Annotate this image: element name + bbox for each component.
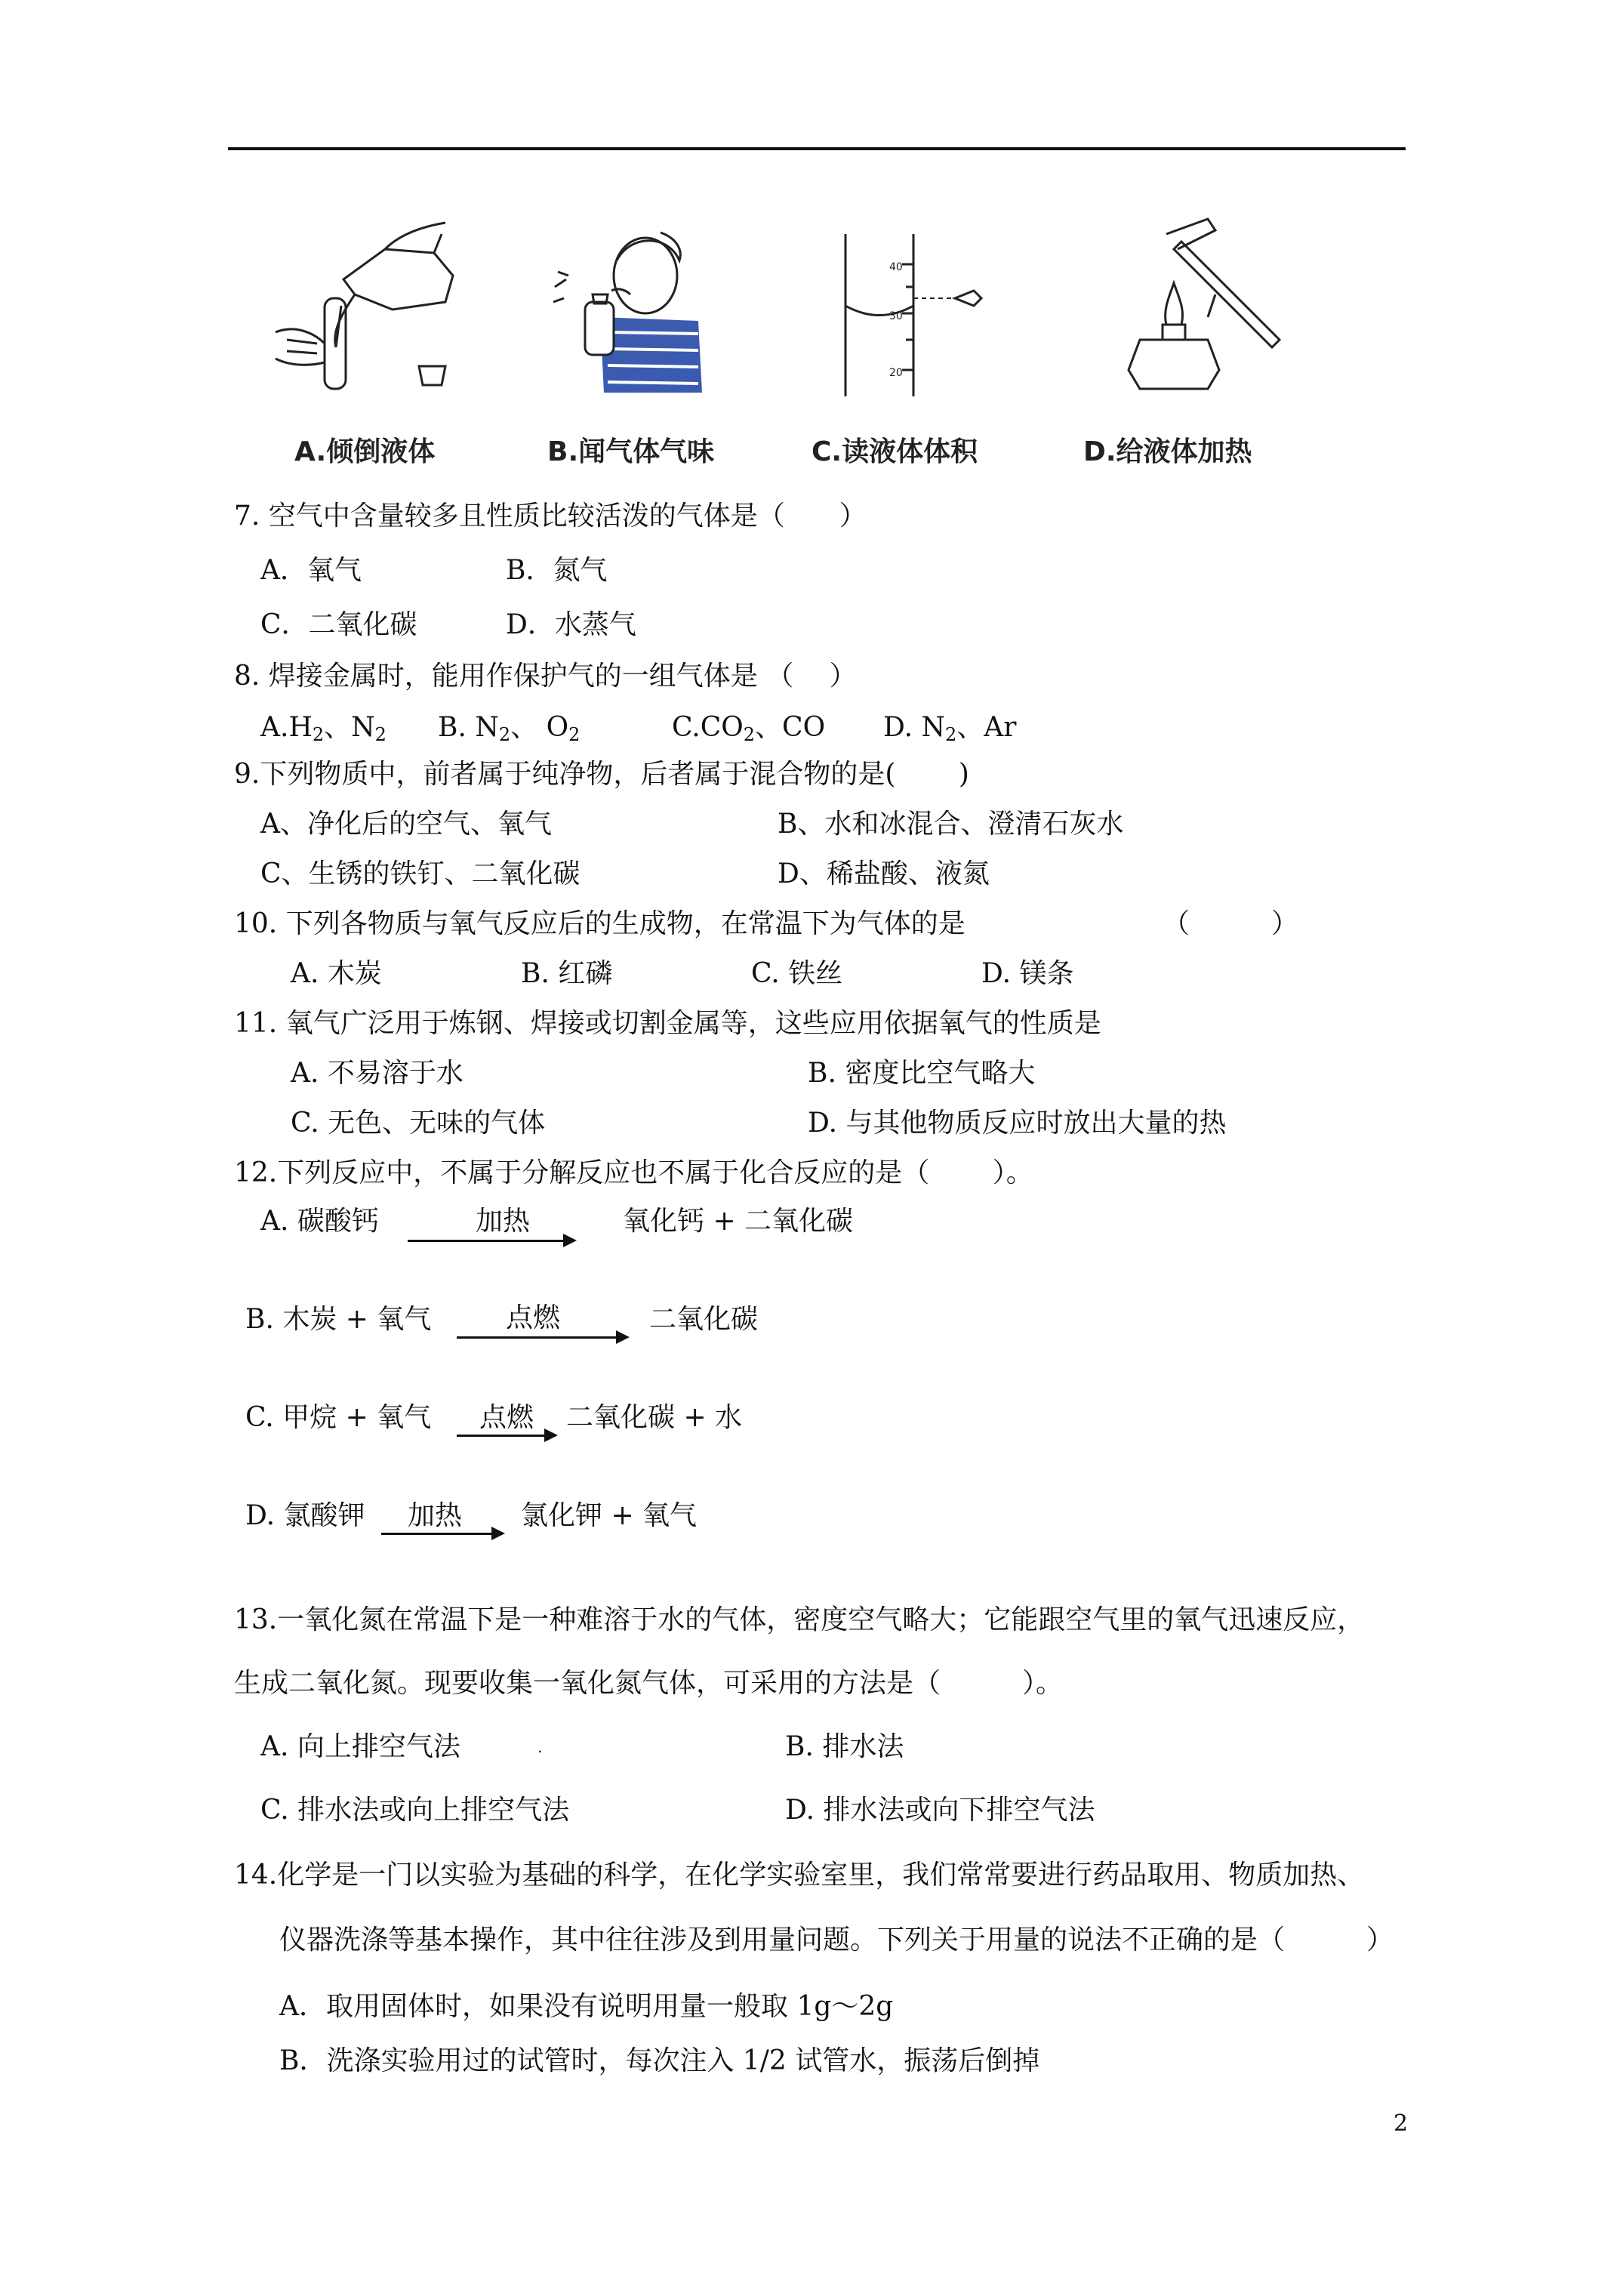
q11-stem: 11. 氧气广泛用于炼钢、焊接或切割金属等，这些应用依据氧气的性质是	[234, 1008, 1101, 1039]
q12-b-condition: 点燃	[506, 1302, 561, 1333]
q8-option-a: $A.H_2$、$N_2$	[260, 712, 387, 745]
q12-stem: 12.下列反应中，不属于分解反应也不属于化合反应的是（ ）。	[234, 1157, 1033, 1188]
q11-option-c: C. 无色、无味的气体	[291, 1108, 546, 1139]
q12-b-arrow	[457, 1336, 627, 1339]
pouring-liquid-figure	[272, 219, 460, 400]
q10-option-c: C. 铁丝	[751, 958, 843, 989]
q7-stem: 7. 空气中含量较多且性质比较活泼的气体是（ ）	[234, 501, 867, 532]
q10-option-d: D. 镁条	[981, 958, 1074, 989]
q10-stem: 10. 下列各物质与氧气反应后的生成物，在常温下为气体的是	[234, 908, 965, 939]
q12-a-product: 氧化钙 + 二氧化碳	[623, 1206, 854, 1237]
q11-option-a: A. 不易溶于水	[291, 1058, 463, 1089]
q12-b-product: 二氧化碳	[649, 1304, 759, 1335]
q13-stem-line1: 13.一氧化氮在常温下是一种难溶于水的气体，密度空气略大；它能跟空气里的氧气迅速反应，	[234, 1604, 1365, 1635]
q7-option-d: D．水蒸气	[506, 609, 636, 640]
graduated-cylinder-figure	[830, 234, 996, 400]
q10-answer-paren: （ ）	[1163, 908, 1299, 939]
heating-liquid-figure	[1095, 211, 1298, 400]
q14-option-a: A．取用固体时，如果没有说明用量一般取 1g～2g	[279, 1991, 894, 2022]
figure-caption-d: D.给液体加热	[1083, 436, 1252, 467]
scale-label-20: 20	[889, 367, 903, 379]
page-number: 2	[1394, 2110, 1409, 2137]
header-rule	[228, 147, 1406, 150]
q9-option-a: A、净化后的空气、氧气	[260, 809, 552, 840]
smelling-gas-figure	[547, 219, 706, 393]
q11-option-b: B. 密度比空气略大	[808, 1058, 1036, 1089]
q11-option-d: D. 与其他物质反应时放出大量的热	[808, 1108, 1227, 1139]
q14-stem-line2: 仪器洗涤等基本操作，其中往往涉及到用量问题。下列关于用量的说法不正确的是（ ）	[279, 1925, 1394, 1955]
q13-option-c: C. 排水法或向上排空气法	[260, 1795, 570, 1826]
q9-stem: 9.下列物质中，前者属于纯净物，后者属于混合物的是( )	[234, 759, 969, 790]
q12-d-reactant: D. 氯酸钾	[245, 1500, 365, 1531]
q13-option-a: A. 向上排空气法	[260, 1731, 460, 1762]
q13-option-b: B. 排水法	[785, 1731, 904, 1762]
q9-option-d: D、稀盐酸、液氮	[778, 858, 990, 889]
q10-option-b: B. 红磷	[521, 958, 613, 989]
q9-option-b: B、水和冰混合、澄清石灰水	[778, 809, 1124, 840]
q13-option-d: D. 排水法或向下排空气法	[785, 1795, 1095, 1826]
q14-stem-line1: 14.化学是一门以实验为基础的科学，在化学实验室里，我们常常要进行药品取用、物质加热、	[234, 1860, 1365, 1891]
q12-a-arrow	[408, 1240, 574, 1242]
q13-stem-line2: 生成二氧化氮。现要收集一氧化氮气体，可采用的方法是（ ）。	[234, 1668, 1064, 1699]
q8-option-d: D. $N_2$、Ar	[883, 712, 1017, 745]
scale-label-30: 30	[889, 310, 903, 322]
q12-a-reactant: A. 碳酸钙	[260, 1206, 379, 1237]
q12-c-arrow	[457, 1435, 555, 1437]
q12-b-reactant: B. 木炭 + 氧气	[245, 1304, 432, 1335]
figure-caption-a: A.倾倒液体	[294, 436, 436, 467]
q12-d-product: 氯化钾 + 氧气	[521, 1500, 698, 1531]
q7-option-b: B．氮气	[506, 555, 608, 586]
q8-stem: 8. 焊接金属时，能用作保护气的一组气体是 （ ）	[234, 661, 857, 692]
q12-a-condition: 加热	[476, 1206, 531, 1237]
q7-option-a: A．氧气	[260, 555, 362, 586]
q12-d-arrow	[381, 1533, 502, 1535]
q14-option-b: B．洗涤实验用过的试管时，每次注入 1/2 试管水，振荡后倒掉	[279, 2045, 1040, 2076]
figure-caption-b: B.闻气体气味	[547, 436, 715, 467]
q12-c-product: 二氧化碳 + 水	[566, 1402, 743, 1433]
q8-option-b: B. $N_2$、 $O_2$	[438, 712, 581, 745]
q12-c-reactant: C. 甲烷 + 氧气	[245, 1402, 432, 1433]
figure-caption-c: C.读液体体积	[812, 436, 978, 467]
q9-option-c: C、生锈的铁钉、二氧化碳	[260, 858, 581, 889]
q10-option-a: A. 木炭	[291, 958, 382, 989]
q12-c-condition: 点燃	[479, 1402, 534, 1433]
q8-option-c: $C.CO_2$、CO	[672, 712, 826, 745]
q13-stray-dot: .	[537, 1738, 543, 1756]
scale-label-40: 40	[889, 261, 903, 273]
q12-d-condition: 加热	[408, 1500, 463, 1531]
q7-option-c: C．二氧化碳	[260, 609, 417, 640]
